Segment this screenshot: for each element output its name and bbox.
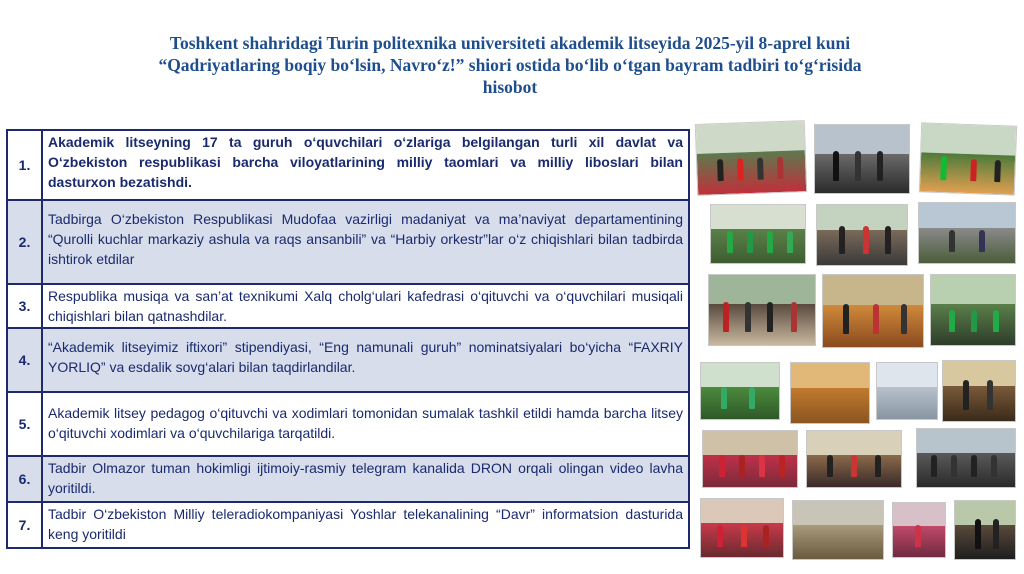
event-photo: [702, 430, 798, 488]
row-number: 1.: [8, 131, 43, 199]
photo-collage: [696, 122, 1018, 562]
event-photo: [930, 274, 1016, 346]
row-text: Tadbirga O‘zbekiston Respublikasi Mudofaa vazirligi madaniyat va ma’naviyat departamentining “Qurolli kuchlar markaziy ashula va raqs ansanbili” va “Harbiy orkestr”lar o‘z chiqishlari bilan tadbirda ishtirok etdilar: [48, 211, 683, 267]
table-row: [8, 455, 688, 501]
report-table: [6, 129, 690, 549]
row-text: Respublika musiqa va san’at texnikumi Xalq cholg‘ulari kafedrasi o‘qituvchi va o‘quvchilari musiqali chiqishlari bilan qatnashdilar.: [48, 288, 683, 324]
row-number: 3.: [8, 285, 43, 327]
event-photo: [942, 360, 1016, 422]
event-photo: [700, 362, 780, 420]
row-text: Akademik litseyning 17 ta guruh o‘quvchilari o‘zlariga belgilangan turli xil davlat va O‘zbekiston respublikasi barcha viloyatlarining milliy taomlari va milliy liboslari bilan dasturxon bezatishdi.: [48, 134, 683, 190]
event-photo: [822, 274, 924, 348]
event-photo: [695, 120, 807, 196]
event-photo: [806, 430, 902, 488]
event-photo: [792, 500, 884, 560]
row-number: 6.: [8, 457, 43, 501]
event-photo: [814, 124, 910, 194]
event-photo: [708, 274, 816, 346]
table-row: [8, 327, 688, 391]
table-row: [8, 131, 688, 199]
table-row: [8, 391, 688, 455]
table-row: [8, 283, 688, 327]
row-text: Akademik litsey pedagog o‘qituvchi va xodimlari tomonidan sumalak tashkil etildi hamda barcha litsey o‘qituvchi xodimlari va o‘quvchilariga tarqatildi.: [48, 405, 683, 441]
event-photo: [816, 204, 908, 266]
table-row: [8, 199, 688, 283]
title-line-3: hisobot: [482, 77, 538, 97]
row-number: 2.: [8, 201, 43, 283]
event-photo: [919, 122, 1017, 195]
row-text: “Akademik litseyimiz iftixori” stipendiyasi, “Eng namunali guruh” nominatsiyalari bo‘yicha “FAXRIY YORLIQ” va esdalik sovg‘alari bilan taqdirlandilar.: [48, 339, 683, 375]
event-photo: [954, 500, 1016, 560]
event-photo: [876, 362, 938, 420]
event-photo: [918, 202, 1016, 264]
page-title: [60, 32, 960, 98]
row-number: 7.: [8, 503, 43, 547]
row-text: Tadbir O‘zbekiston Milliy teleradiokompaniyasi Yoshlar telekanalining “Davr” informatsion dasturida keng yoritildi: [48, 506, 683, 542]
table-row: [8, 501, 688, 547]
event-photo: [916, 428, 1016, 488]
event-photo: [700, 498, 784, 558]
row-number: 5.: [8, 393, 43, 455]
event-photo: [892, 502, 946, 558]
title-line-1: Toshkent shahridagi Turin politexnika universiteti akademik litseyida 2025-yil 8-aprel kuni: [169, 33, 851, 53]
event-photo: [790, 362, 870, 424]
title-line-2: “Qadriyatlaring boqiy bo‘lsin, Navro‘z!” shiori ostida bo‘lib o‘tgan bayram tadbiri to‘g‘risida: [158, 55, 862, 75]
row-number: 4.: [8, 329, 43, 391]
event-photo: [710, 204, 806, 264]
row-text: Tadbir Olmazor tuman hokimligi ijtimoiy-rasmiy telegram kanalida DRON orqali olingan video lavha yoritildi.: [48, 460, 683, 496]
